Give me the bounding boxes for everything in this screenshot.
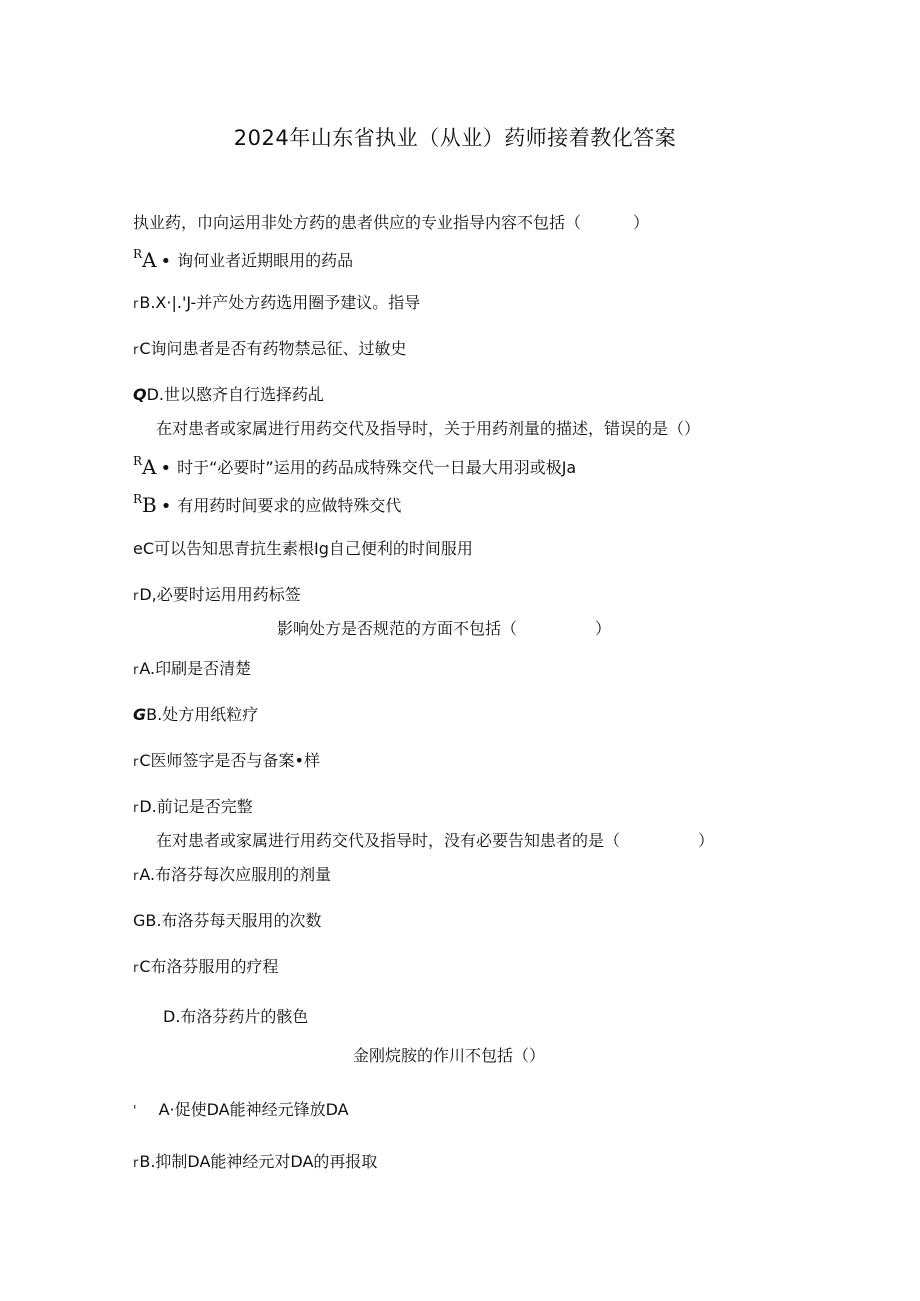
option-text: 时于“必要时”运用的药品成特殊交代一日最大用羽或极Ja (177, 458, 577, 477)
option-marker: r (133, 801, 139, 816)
option-text: 有用药时间要求的应做特殊交代 (177, 496, 402, 515)
option-marker: ' (133, 1104, 137, 1119)
option-marker: G (133, 705, 147, 724)
question-1-stem (133, 213, 649, 233)
option-marker: r (133, 1156, 139, 1171)
question-4-stem-text: 在对患者或家属进行用药交代及指导时，没有必要告知患者的是（ (156, 831, 621, 850)
option-text: C布洛芬服用的疗程 (139, 957, 279, 976)
document-title: 2024年山东省执业（从业）药师接着教化答案 (233, 126, 677, 150)
option-marker: r (133, 297, 139, 312)
option-text: C询问患者是否有药物禁忌征、过敏史 (139, 339, 407, 358)
option-text: D.世以愍齐自行选择药乩 (146, 385, 325, 404)
question-3-stem-close: ） (595, 619, 612, 638)
question-1-option-d (133, 385, 324, 405)
option-letter: B (142, 493, 157, 517)
question-4-option-d: D.布洛芬药片的骸色 (163, 1007, 309, 1026)
option-text: C医师签字是否与备案•样 (139, 751, 320, 770)
option-text: A·促使DA能神经元锋放DA (158, 1100, 349, 1119)
option-marker: r (133, 869, 139, 884)
option-letter: A (142, 455, 157, 479)
bullet-dot: • (160, 251, 172, 272)
option-letter: A (142, 248, 157, 272)
question-5-option-a (133, 1100, 349, 1122)
question-3-stem (277, 619, 611, 639)
question-1-option-b (133, 293, 420, 315)
bullet-dot: • (160, 496, 172, 517)
question-3-stem-text: 影响处方是否规范的方面不包括（ (277, 619, 518, 638)
option-marker: Q (133, 385, 147, 404)
option-text: B.处方用纸粒疗 (146, 705, 259, 724)
question-5-option-b (133, 1152, 377, 1174)
question-3-option-b (133, 705, 258, 725)
option-marker: R (133, 454, 143, 468)
question-2-option-a (133, 451, 576, 479)
option-text: D.前记是否完整 (139, 797, 253, 816)
question-3-option-a (133, 659, 251, 681)
option-text: B.抑制DA能神经元对DA的再报取 (139, 1152, 378, 1171)
option-marker: r (133, 961, 139, 976)
option-marker: R (133, 247, 143, 261)
question-1-option-c (133, 339, 407, 361)
question-3-option-c (133, 751, 320, 773)
option-marker: r (133, 663, 139, 678)
question-1-option-a (133, 244, 353, 272)
question-4-stem-close: ） (698, 831, 715, 850)
option-text: B.X·|.'J-并产处方药选用圈予建议。指导 (139, 293, 421, 312)
option-text: D,必要时运用用药标签 (139, 585, 301, 604)
option-text: 询何业者近期眼用的药品 (177, 251, 354, 270)
question-4-stem (156, 831, 714, 851)
option-text: A.印刷是否清楚 (139, 659, 252, 678)
question-4-option-a (133, 865, 331, 887)
option-marker: R (133, 492, 143, 506)
question-1-stem-close: ） (633, 213, 650, 232)
question-2-option-d (133, 585, 301, 607)
option-marker: r (133, 343, 139, 358)
question-4-option-b: GB.布洛芬每天服用的次数 (133, 911, 322, 930)
question-2-option-b (133, 489, 401, 517)
option-text: A.布洛芬每次应服刖的剂量 (139, 865, 332, 884)
question-3-option-d (133, 797, 253, 819)
question-2-stem: 在对患者或家属进行用药交代及指导时，关于用药剂量的描述，错误的是（） (156, 419, 701, 438)
question-2-option-c: eC可以告知思青抗生素根Ig自己便利的时间服用 (133, 539, 473, 558)
bullet-dot: • (160, 458, 172, 479)
question-5-stem: 金刚烷胺的作川不包括（） (353, 1046, 546, 1065)
option-marker: r (133, 755, 139, 770)
option-marker: r (133, 589, 139, 604)
question-1-stem-text: 执业药，巾向运用非处方药的患者供应的专业指导内容不包括（ (133, 213, 582, 232)
question-4-option-c (133, 957, 279, 979)
